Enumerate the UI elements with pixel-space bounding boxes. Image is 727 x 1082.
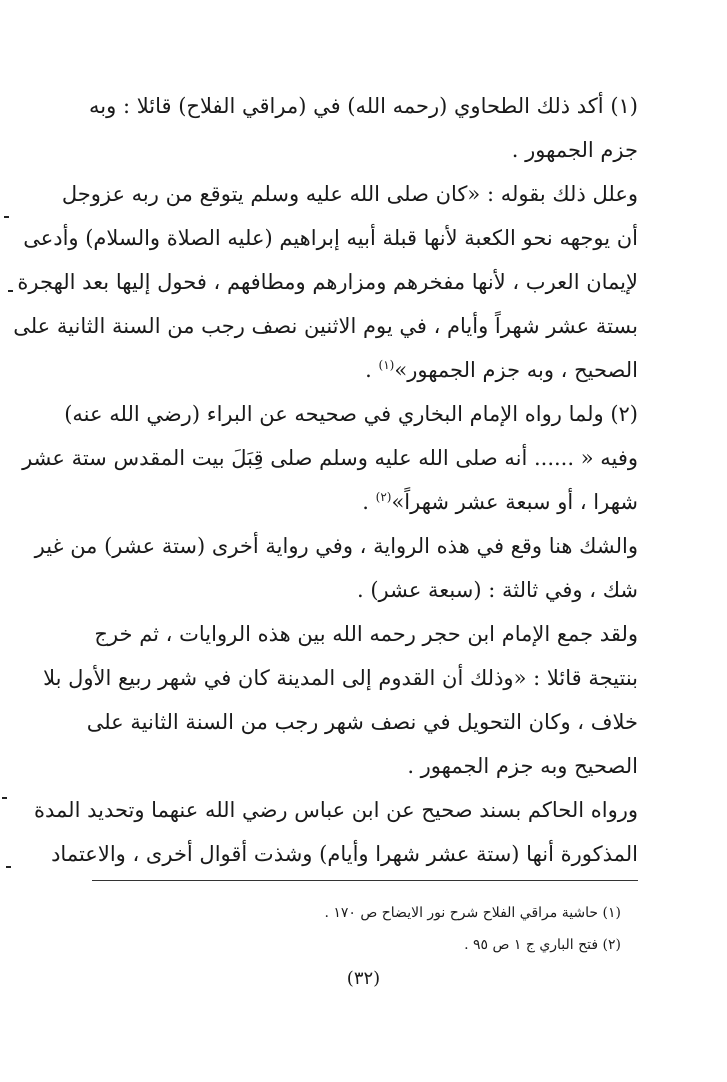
footnote-ref-2[interactable]: (٢) xyxy=(375,490,392,504)
text-line: بستة عشر شهراً وأيام ، في يوم الاثنين نصف رجب من السنة الثانية على xyxy=(13,314,638,338)
footnote-1: (١) حاشية مراقي الفلاح شرح نور الايضاح ص ١٧٠ . xyxy=(324,905,621,921)
text-line: لإيمان العرب ، لأنها مفخرهم ومزارهم ومطافهم ، فحول إليها بعد الهجرة xyxy=(17,270,638,294)
text-line: والشك هنا وقع في هذه الرواية ، وفي رواية أخرى (ستة عشر) من غير xyxy=(34,534,638,558)
text-line: (١) أكد ذلك الطحاوي (رحمه الله) في (مراقي الفلاح) قائلا : وبه xyxy=(89,94,638,118)
text-line: (٢) ولما رواه الإمام البخاري في صحيحه عن البراء (رضي الله عنه) xyxy=(64,402,638,426)
scan-mark xyxy=(6,866,11,868)
footnote-divider xyxy=(92,880,638,881)
text-line: وفيه « ...... أنه صلى الله عليه وسلم صلى قِبَلَ بيت المقدس ستة عشر xyxy=(22,446,638,470)
line-text: شهرا ، أو سبعة عشر شهراً» xyxy=(391,490,638,514)
text-line: المذكورة أنها (ستة عشر شهرا وأيام) وشذت أقوال أخرى ، والاعتماد xyxy=(51,842,638,866)
text-line-with-footnote-ref xyxy=(92,348,638,392)
text-line: جزم الجمهور . xyxy=(511,138,638,162)
scan-mark xyxy=(2,797,7,799)
text-line: شك ، وفي ثالثة : (سبعة عشر) . xyxy=(356,578,638,602)
page-number: (٣٢) xyxy=(346,968,381,989)
text-line: ولقد جمع الإمام ابن حجر رحمه الله بين هذه الروايات ، ثم خرج xyxy=(94,622,638,646)
scan-mark xyxy=(4,216,9,218)
line-end: . xyxy=(362,490,376,514)
line-end: . xyxy=(365,358,379,382)
text-line: بنتيجة قائلا : «وذلك أن القدوم إلى المدينة كان في شهر ربيع الأول بلا xyxy=(43,666,638,690)
text-line: خلاف ، وكان التحويل في نصف شهر رجب من السنة الثانية على xyxy=(86,710,638,734)
text-line-with-footnote-ref xyxy=(92,480,638,524)
scan-mark xyxy=(8,290,13,292)
text-line: ورواه الحاكم بسند صحيح عن ابن عباس رضي الله عنهما وتحديد المدة xyxy=(34,798,638,822)
line-text: الصحيح ، وبه جزم الجمهور» xyxy=(394,358,638,382)
footnote-2: (٢) فتح الباري ج ١ ص ٩٥ . xyxy=(464,937,621,953)
text-line: الصحيح وبه جزم الجمهور . xyxy=(407,754,638,778)
footnote-ref-1[interactable]: (١) xyxy=(378,358,395,372)
text-line: أن يوجهه نحو الكعبة لأنها قبلة أبيه إبراهيم (عليه الصلاة والسلام) وأدعى xyxy=(23,226,638,250)
text-line: وعلل ذلك بقوله : «كان صلى الله عليه وسلم يتوقع من ربه عزوجل xyxy=(61,182,638,206)
